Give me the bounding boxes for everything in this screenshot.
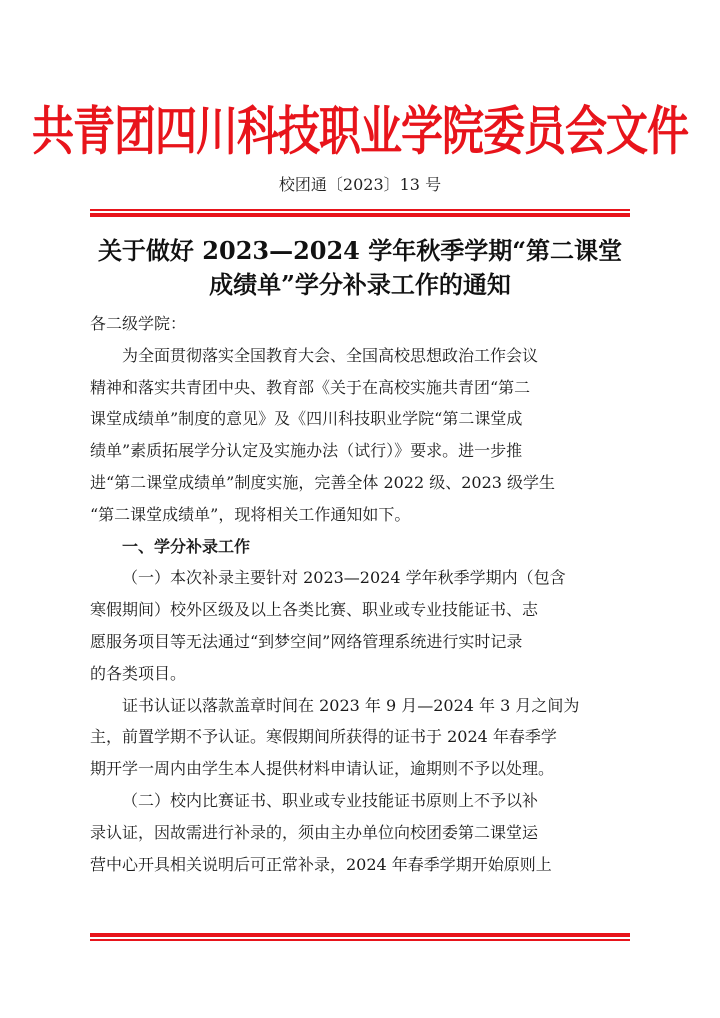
paragraph-line: 期开学一周内由学生本人提供材料申请认证，逾期则不予以处理。 bbox=[90, 759, 555, 779]
paragraph-line: 营中心开具相关说明后可正常补录，2024 年春季学期开始原则上 bbox=[90, 854, 552, 874]
item-one-paragraph bbox=[90, 562, 638, 689]
paragraph-line: 绩单”素质拓展学分认定及实施办法（试行）》要求。进一步推 bbox=[90, 441, 523, 461]
intro-paragraph bbox=[90, 340, 638, 531]
section-heading bbox=[90, 531, 638, 563]
paragraph-line: （一）本次补录主要针对 2023—2024 学年秋季学期内（包含 bbox=[122, 568, 566, 588]
document-number: 校团通〔2023〕13 号 bbox=[278, 175, 442, 194]
header-divider-thick bbox=[90, 213, 630, 217]
footer-divider-thin bbox=[90, 939, 630, 941]
paragraph-line: 愿服务项目等无法通过“到梦空间”网络管理系统进行实时记录 bbox=[90, 631, 523, 651]
paragraph-line: 主，前置学期不予认证。寒假期间所获得的证书于 2024 年春季学 bbox=[90, 727, 557, 747]
paragraph-line: 精神和落实共青团中央、教育部《关于在高校实施共青团“第二 bbox=[90, 377, 531, 397]
certificate-paragraph bbox=[90, 690, 638, 785]
notice-title-line: 成绩单”学分补录工作的通知 bbox=[209, 270, 511, 299]
footer-divider-thick bbox=[90, 933, 630, 937]
paragraph-line: 为全面贯彻落实全国教育大会、全国高校思想政治工作会议 bbox=[122, 345, 539, 365]
paragraph-line: 寒假期间）校外区级及以上各类比赛、职业或专业技能证书、志 bbox=[90, 600, 539, 620]
paragraph-line: 证书认证以落款盖章时间在 2023 年 9 月—2024 年 3 月之间为 bbox=[122, 695, 580, 715]
notice-body bbox=[90, 308, 638, 880]
document-issuer-title: 共青团四川科技职业学院委员会文件 bbox=[31, 100, 688, 162]
item-two-paragraph bbox=[90, 785, 638, 880]
paragraph-line: 进“第二课堂成绩单”制度实施，完善全体 2022 级、2023 级学生 bbox=[90, 472, 556, 492]
header-divider-thin bbox=[90, 209, 630, 211]
salutation-text: 各二级学院： bbox=[90, 314, 187, 333]
notice-title bbox=[80, 234, 640, 302]
paragraph-line: （二）校内比赛证书、职业或专业技能证书原则上不予以补 bbox=[122, 790, 539, 810]
paragraph-line: “第二课堂成绩单”，现将相关工作通知如下。 bbox=[90, 504, 411, 524]
salutation bbox=[90, 308, 638, 340]
paragraph-line: 的各类项目。 bbox=[90, 663, 187, 683]
paragraph-line: 课堂成绩单”制度的意见》及《四川科技职业学院“第二课堂成 bbox=[90, 409, 523, 429]
section-heading-text: 一、学分补录工作 bbox=[122, 536, 251, 556]
notice-title-line: 关于做好 2023—2024 学年秋季学期“第二课堂 bbox=[97, 236, 623, 265]
paragraph-line: 录认证，因故需进行补录的，须由主办单位向校团委第二课堂运 bbox=[90, 822, 539, 842]
